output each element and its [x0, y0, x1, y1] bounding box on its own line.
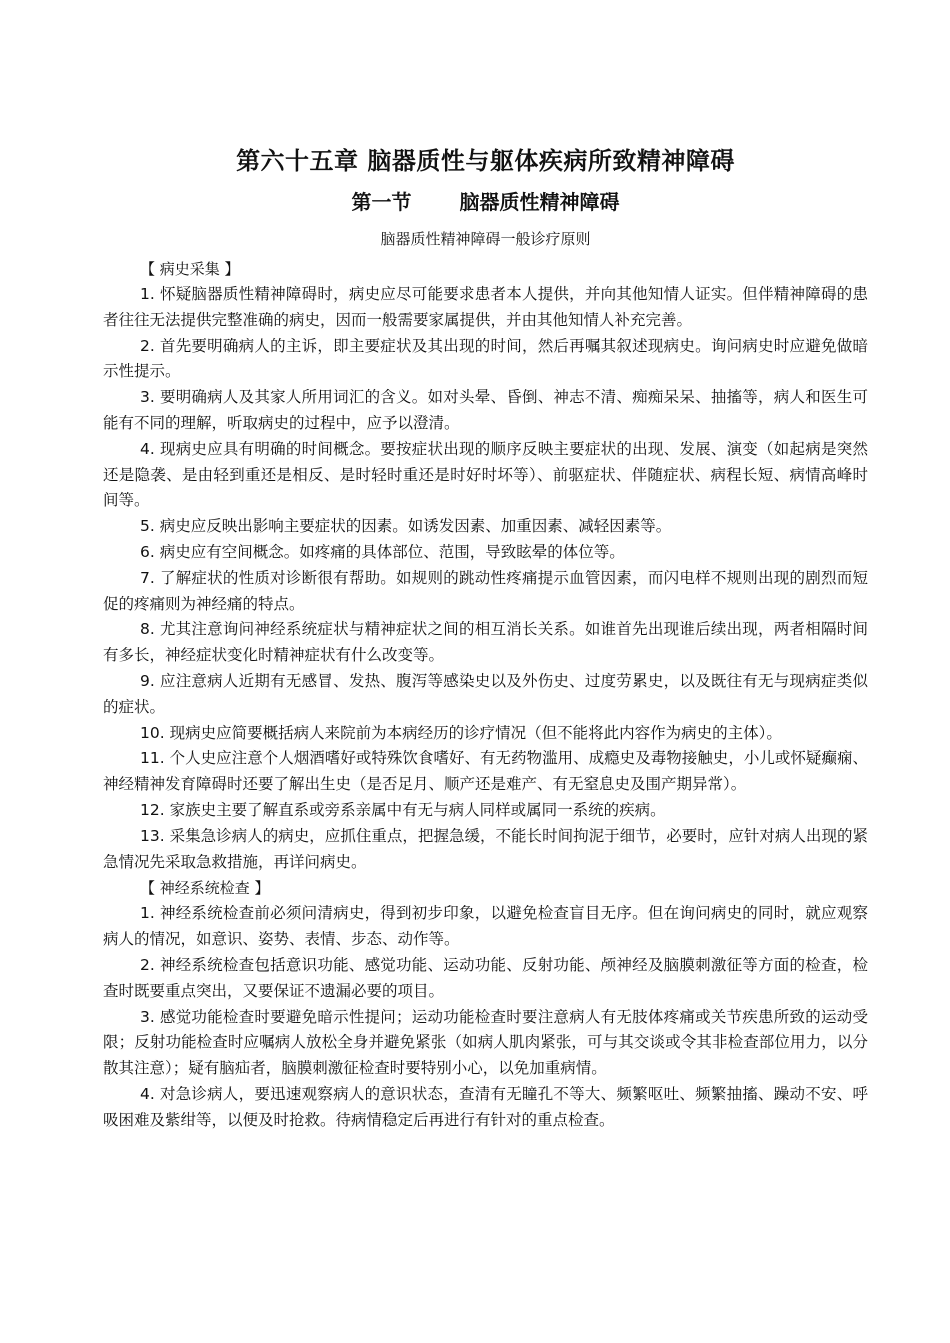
- section-label: 第一节: [351, 190, 412, 214]
- history-item: 1. 怀疑脑器质性精神障碍时，病史应尽可能要求患者本人提供，并向其他知情人证实。但伴精神障碍的患者往往无法提供完整准确的病史，因而一般需要家属提供，并由其他知情人补充完善。: [103, 285, 868, 329]
- subheading: 脑器质性精神障碍一般诊疗原则: [380, 230, 591, 248]
- chapter-title: 第六十五章 脑器质性与躯体疾病所致精神障碍: [236, 147, 735, 175]
- exam-item: 2. 神经系统检查包括意识功能、感觉功能、运动功能、反射功能、颅神经及脑膜刺激征等方面的检查，检查时既要重点突出，又要保证不遗漏必要的项目。: [103, 955, 868, 1000]
- history-item: 6. 病史应有空间概念。如疼痛的具体部位、范围，导致眩晕的体位等。: [140, 542, 625, 561]
- history-heading: 【 病史采集 】: [140, 260, 240, 278]
- history-item: 4. 现病史应具有明确的时间概念。要按症状出现的顺序反映主要症状的出现、发展、演变（如起病是突然还是隐袭、是由轻到重还是相反、是时轻时重还是时好时坏等）、前驱症状、伴随症状、病程长短、病情高峰时间等。: [103, 439, 868, 510]
- history-item: 13. 采集急诊病人的病史，应抓住重点，把握急缓，不能长时间拘泥于细节，必要时，应针对病人出现的紧急情况先采取急救措施，再详问病史。: [103, 826, 868, 871]
- document-page: [103, 140, 868, 1134]
- history-item: 11. 个人史应注意个人烟酒嗜好或特殊饮食嗜好、有无药物滥用、成瘾史及毒物接触史，小儿或怀疑癫痫、神经精神发育障碍时还要了解出生史（是否足月、顺产还是难产、有无窒息史及围产期异常）。: [103, 749, 868, 794]
- history-item: 2. 首先要明确病人的主诉，即主要症状及其出现的时间，然后再嘱其叙述现病史。询问病史时应避免做暗示性提示。: [103, 336, 868, 381]
- section-title: [103, 184, 868, 220]
- exam-item: 3. 感觉功能检查时要避免暗示性提问；运动功能检查时要注意病人有无肢体疼痛或关节疾患所致的运动受限；反射功能检查时应嘱病人放松全身并避免紧张（如病人肌肉紧张，可与其交谈或令其非检查部位用力，以分散其注意）；疑有脑疝者，脑膜刺激征检查时要特别小心，以免加重病情。: [103, 1007, 868, 1078]
- exam-heading: 【 神经系统检查 】: [140, 879, 270, 898]
- history-item: 7. 了解症状的性质对诊断很有帮助。如规则的跳动性疼痛提示血管因素，而闪电样不规则出现的剧烈而短促的疼痛则为神经痛的特点。: [103, 568, 868, 613]
- history-item: 9. 应注意病人近期有无感冒、发热、腹泻等感染史以及外伤史、过度劳累史，以及既往有无与现病症类似的症状。: [103, 671, 868, 716]
- history-item: 12. 家族史主要了解直系或旁系亲属中有无与病人同样或属同一系统的疾病。: [140, 800, 666, 819]
- exam-item: 4. 对急诊病人，要迅速观察病人的意识状态，查清有无瞳孔不等大、频繁呕吐、频繁抽搐、躁动不安、呼吸困难及紫绀等，以便及时抢救。待病情稳定后再进行有针对的重点检查。: [103, 1084, 868, 1129]
- history-item: 10. 现病史应简要概括病人来院前为本病经历的诊疗情况（但不能将此内容作为病史的主体）。: [140, 723, 782, 742]
- section-name: 脑器质性精神障碍: [459, 190, 620, 214]
- history-item: 5. 病史应反映出影响主要症状的因素。如诱发因素、加重因素、减轻因素等。: [140, 517, 672, 536]
- exam-item: 1. 神经系统检查前必须问清病史，得到初步印象，以避免检查盲目无序。但在询问病史的同时，就应观察病人的情况，如意识、姿势、表情、步态、动作等。: [103, 904, 868, 949]
- history-item: 8. 尤其注意询问神经系统症状与精神症状之间的相互消长关系。如谁首先出现谁后续出现，两者相隔时间有多长，神经症状变化时精神症状有什么改变等。: [103, 620, 868, 665]
- history-item: 3. 要明确病人及其家人所用词汇的含义。如对头晕、昏倒、神志不清、痴痴呆呆、抽搐等，病人和医生可能有不同的理解，听取病史的过程中，应予以澄清。: [103, 388, 868, 432]
